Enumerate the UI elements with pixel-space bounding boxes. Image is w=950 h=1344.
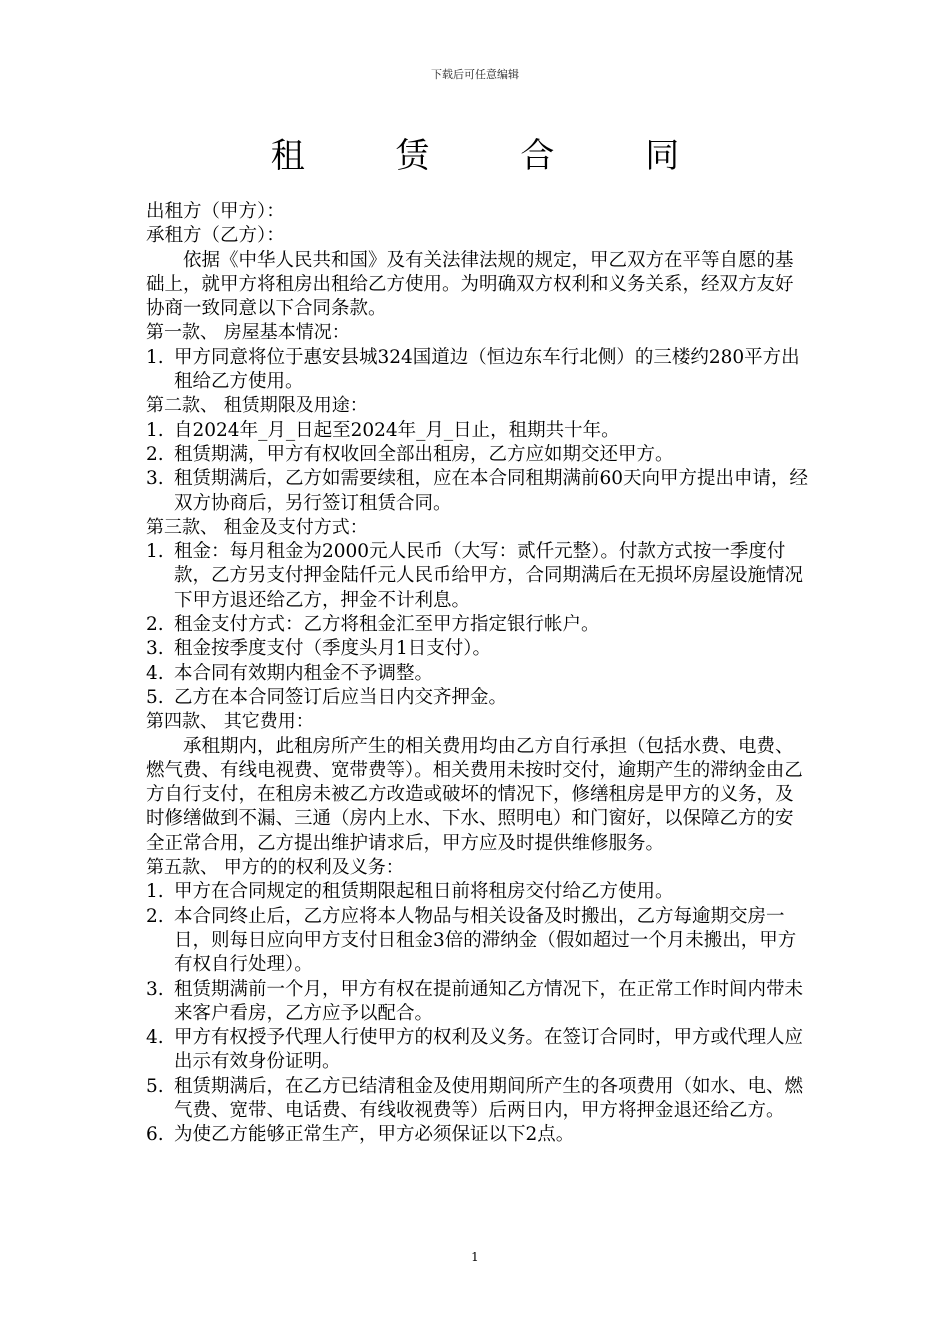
list-item: [146, 443, 811, 467]
section-heading: 第一款、 房屋基本情况：: [146, 322, 350, 344]
item-text: 租赁期满前一个月，甲方有权在提前通知乙方情况下，在正常工作时间内带未来客户看房，乙方应予以配合。: [174, 978, 804, 1024]
list-item: [146, 686, 811, 710]
header-note: 下载后可任意编辑: [431, 68, 519, 81]
item-number: 4.: [146, 1027, 164, 1049]
list-item: [146, 467, 811, 516]
item-number: 3.: [146, 978, 164, 1000]
section-heading: 第三款、 租金及支付方式：: [146, 516, 368, 538]
list-item: [146, 613, 811, 637]
item-text: 甲方有权授予代理人行使甲方的权利及义务。在签订合同时，甲方或代理人应出示有效身份证明。: [174, 1027, 804, 1073]
item-number: 1.: [146, 346, 164, 368]
list-item: [146, 637, 811, 661]
item-number: 4.: [146, 662, 164, 684]
item-text: 本合同有效期内租金不予调整。: [174, 662, 434, 684]
preamble: 依据《中华人民共和国》及有关法律法规的规定，甲乙双方在平等自愿的基础上，就甲方将租房出租给乙方使用。为明确双方权利和义务关系，经双方友好协商一致同意以下合同条款。: [146, 249, 794, 320]
item-number: 3.: [146, 468, 164, 490]
item-number: 2.: [146, 905, 164, 927]
item-text: 租赁期满后，在乙方已结清租金及使用期间所产生的各项费用（如水、电、燃气费、宽带、电话费、有线收视费等）后两日内，甲方将押金退还给乙方。: [174, 1075, 804, 1121]
item-text: 甲方在合同规定的租赁期限起租日前将租房交付给乙方使用。: [174, 881, 674, 903]
list-item: [146, 880, 811, 904]
item-number: 5.: [146, 1075, 164, 1097]
item-number: 1.: [146, 419, 164, 441]
page-number: 1: [471, 1250, 479, 1264]
item-number: 2.: [146, 443, 164, 465]
item-text: 租金：每月租金为2000元人民币（大写：贰仟元整）。付款方式按一季度付款，乙方另支付押金陆仟元人民币给甲方，合同期满后在无损坏房屋设施情况下甲方退还给乙方，押金不计利息。: [174, 541, 804, 611]
section-5: [146, 856, 811, 1148]
item-number: 2.: [146, 614, 164, 636]
section-paragraph: 承租期内，此租房所产生的相关费用均由乙方自行承担（包括水费、电费、燃气费、有线电视费、宽带费等）。相关费用未按时交付，逾期产生的滞纳金由乙方自行支付，在租房未被乙方改造或破坏的情况下，修缮租房是甲方的义务，及时修缮做到不漏、三通（房内上水、下水、照明电）和门窗好，以保障乙方的安全正常合用，乙方提出维护请求后，甲方应及时提供维修服务。: [146, 735, 803, 854]
item-number: 3.: [146, 638, 164, 660]
item-number: 6.: [146, 1124, 164, 1146]
item-text: 租赁期满后，乙方如需要续租，应在本合同租期满前60天向甲方提出申请，经双方协商后，另行签订租赁合同。: [174, 468, 809, 514]
list-item: [146, 1123, 811, 1147]
document-title: 租 赁 合 同: [270, 136, 720, 176]
item-text: 乙方在本合同签订后应当日内交齐押金。: [174, 686, 508, 708]
list-item: [146, 1075, 811, 1124]
item-text: 甲方同意将位于惠安县城324国道边（恒边东车行北侧）的三楼约280平方出租给乙方使用。: [174, 346, 800, 393]
section-heading: 第二款、 租赁期限及用途：: [146, 395, 368, 417]
list-item: [146, 662, 811, 686]
section-3: [146, 516, 811, 710]
item-number: 1.: [146, 541, 164, 563]
item-text: 租金支付方式：乙方将租金汇至甲方指定银行帐户。: [174, 614, 600, 636]
section-heading: 第四款、 其它费用：: [146, 711, 314, 733]
section-1: [146, 321, 811, 394]
list-item: [146, 346, 811, 395]
item-number: 5.: [146, 686, 164, 708]
item-text: 本合同终止后，乙方应将本人物品与相关设备及时搬出，乙方每逾期交房一日，则每日应向甲方支付日租金3倍的滞纳金（假如超过一个月未搬出，甲方有权自行处理）。: [174, 905, 797, 976]
list-item: [146, 905, 811, 978]
item-text: 租金按季度支付（季度头月1日支付）。: [174, 638, 492, 660]
list-item: [146, 419, 811, 443]
list-item: [146, 978, 811, 1027]
item-number: 1.: [146, 881, 164, 903]
list-item: [146, 540, 811, 613]
section-4: [146, 710, 811, 856]
section-2: [146, 394, 811, 515]
item-text: 租赁期满，甲方有权收回全部出租房，乙方应如期交还甲方。: [174, 443, 674, 465]
item-text: 自2024年_月_日起至2024年_月_日止，租期共十年。: [174, 419, 620, 441]
lessor-label: 出租方（甲方）：: [146, 201, 285, 222]
item-text: 为使乙方能够正常生产，甲方必须保证以下2点。: [174, 1124, 575, 1146]
list-item: [146, 1026, 811, 1075]
section-heading: 第五款、 甲方的的权利及义务：: [146, 857, 404, 879]
contract-body: [146, 200, 811, 1148]
lessee-label: 承租方（乙方）：: [146, 225, 285, 247]
